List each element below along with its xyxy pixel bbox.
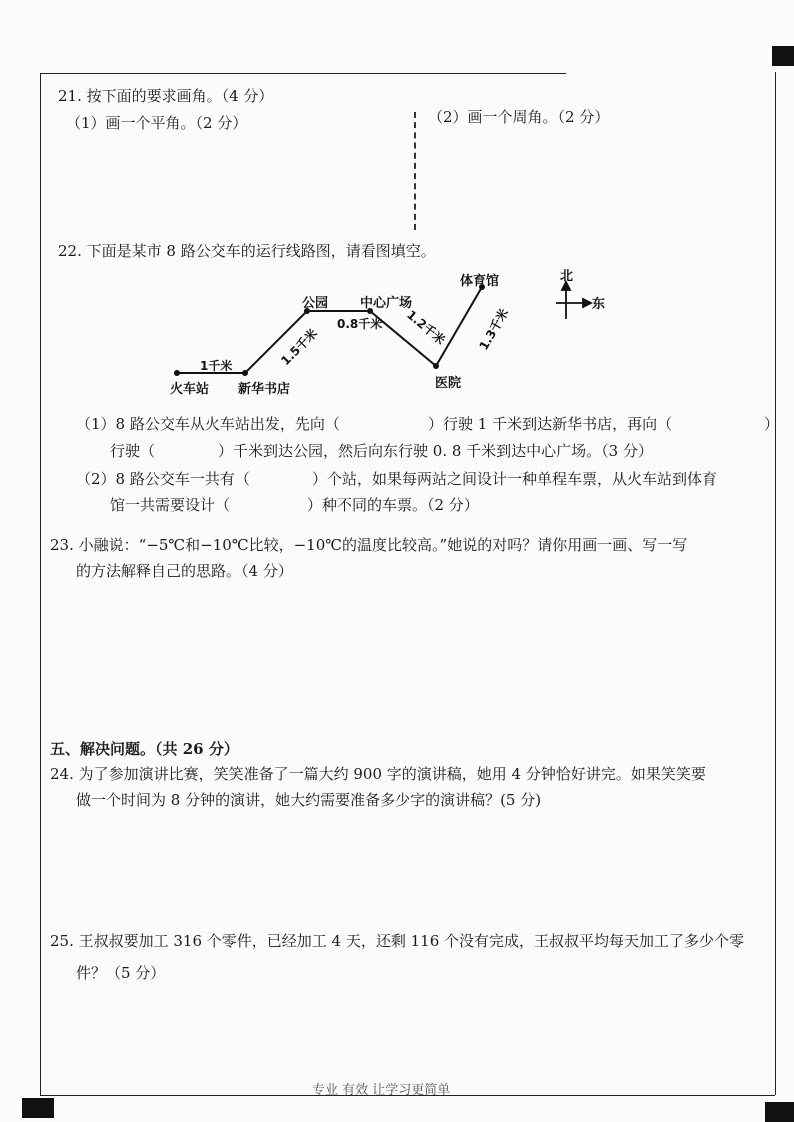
segment-label-4: 1.2千米 bbox=[404, 307, 448, 348]
q21-title: 21. 按下面的要求画角。（4 分） bbox=[58, 87, 274, 105]
frame-right-line bbox=[775, 72, 776, 1095]
station-dot-yiyuan bbox=[433, 363, 439, 369]
q22-p2-line1-start: （2）8 路公交车一共有（ bbox=[76, 470, 250, 488]
page-footer: 专业 有效 让学习更简单 bbox=[312, 1083, 451, 1098]
bus-route-map bbox=[160, 262, 620, 397]
q23-line1: 23. 小融说：“−5℃和−10℃比较，−10℃的温度比较高。”她说的对吗？请你用画一画、写一写 bbox=[50, 536, 688, 554]
q25-line1: 25. 王叔叔要加工 316 个零件，已经加工 4 天，还剩 116 个没有完成，王叔叔平均每天加工了多少个零 bbox=[50, 932, 745, 950]
frame-left-line bbox=[40, 73, 41, 1095]
segment-label-2: 1.5千米 bbox=[278, 326, 321, 369]
compass-north-label: 北 bbox=[560, 269, 574, 284]
station-dot-huochezhan bbox=[174, 370, 180, 376]
q22-p1-line2-start: 行驶（ bbox=[110, 442, 156, 460]
segment-label-3: 0.8千米 bbox=[337, 317, 383, 331]
q24-line1: 24. 为了参加演讲比赛，笑笑准备了一篇大约 900 字的演讲稿，她用 4 分钟恰好讲完。如果笑笑要 bbox=[50, 765, 706, 783]
segment-label-5: 1.3千米 bbox=[476, 306, 512, 353]
section5-title: 五、解决问题。（共 26 分） bbox=[50, 740, 239, 758]
compass-icon bbox=[556, 282, 591, 319]
station-label-yiyuan: 医院 bbox=[435, 376, 462, 391]
q22-p1-line2-end: ）千米到达公园，然后向东行驶 0. 8 千米到达中心广场。（3 分） bbox=[218, 442, 653, 460]
scan-marker-top-right bbox=[772, 46, 794, 66]
q22-title: 22. 下面是某市 8 路公交车的运行线路图，请看图填空。 bbox=[58, 242, 436, 260]
q25-line2: 件？（5 分） bbox=[76, 964, 166, 982]
station-label-zhongxin: 中心广场 bbox=[360, 296, 413, 311]
scan-marker-bottom-left bbox=[22, 1098, 54, 1118]
q21-dashed-divider bbox=[414, 112, 416, 230]
station-label-tiyuguan: 体育馆 bbox=[460, 274, 500, 289]
q23-line2: 的方法解释自己的思路。（4 分） bbox=[76, 562, 293, 580]
station-label-gongyuan: 公园 bbox=[302, 296, 329, 311]
station-dot-xinhua bbox=[242, 370, 248, 376]
q22-p1-line1-start: （1）8 路公交车从火车站出发，先向（ bbox=[76, 415, 340, 433]
segment-label-1: 1千米 bbox=[200, 359, 233, 373]
station-label-huochezhan: 火车站 bbox=[170, 382, 210, 397]
q24-line2: 做一个时间为 8 分钟的演讲，她大约需要准备多少字的演讲稿？(5 分) bbox=[76, 791, 542, 809]
q22-p1-line1-mid: ）行驶 1 千米到达新华书店，再向（ bbox=[428, 415, 673, 433]
compass-east-label: 东 bbox=[592, 297, 606, 312]
q21-part2: （2）画一个周角。（2 分） bbox=[428, 108, 610, 126]
q22-p2-line2-end: ）种不同的车票。（2 分） bbox=[307, 496, 479, 514]
station-label-xinhua: 新华书店 bbox=[238, 382, 291, 397]
q22-p2-line2-start: 馆一共需要设计（ bbox=[110, 496, 231, 514]
q21-part1: （1）画一个平角。（2 分） bbox=[66, 114, 248, 132]
frame-top-line bbox=[40, 73, 566, 74]
scan-marker-bottom-right bbox=[765, 1102, 794, 1122]
q22-p2-line1-end: ）个站，如果每两站之间设计一种单程车票，从火车站到体育 bbox=[312, 470, 718, 488]
q22-p1-line1-end: ） bbox=[764, 415, 780, 433]
